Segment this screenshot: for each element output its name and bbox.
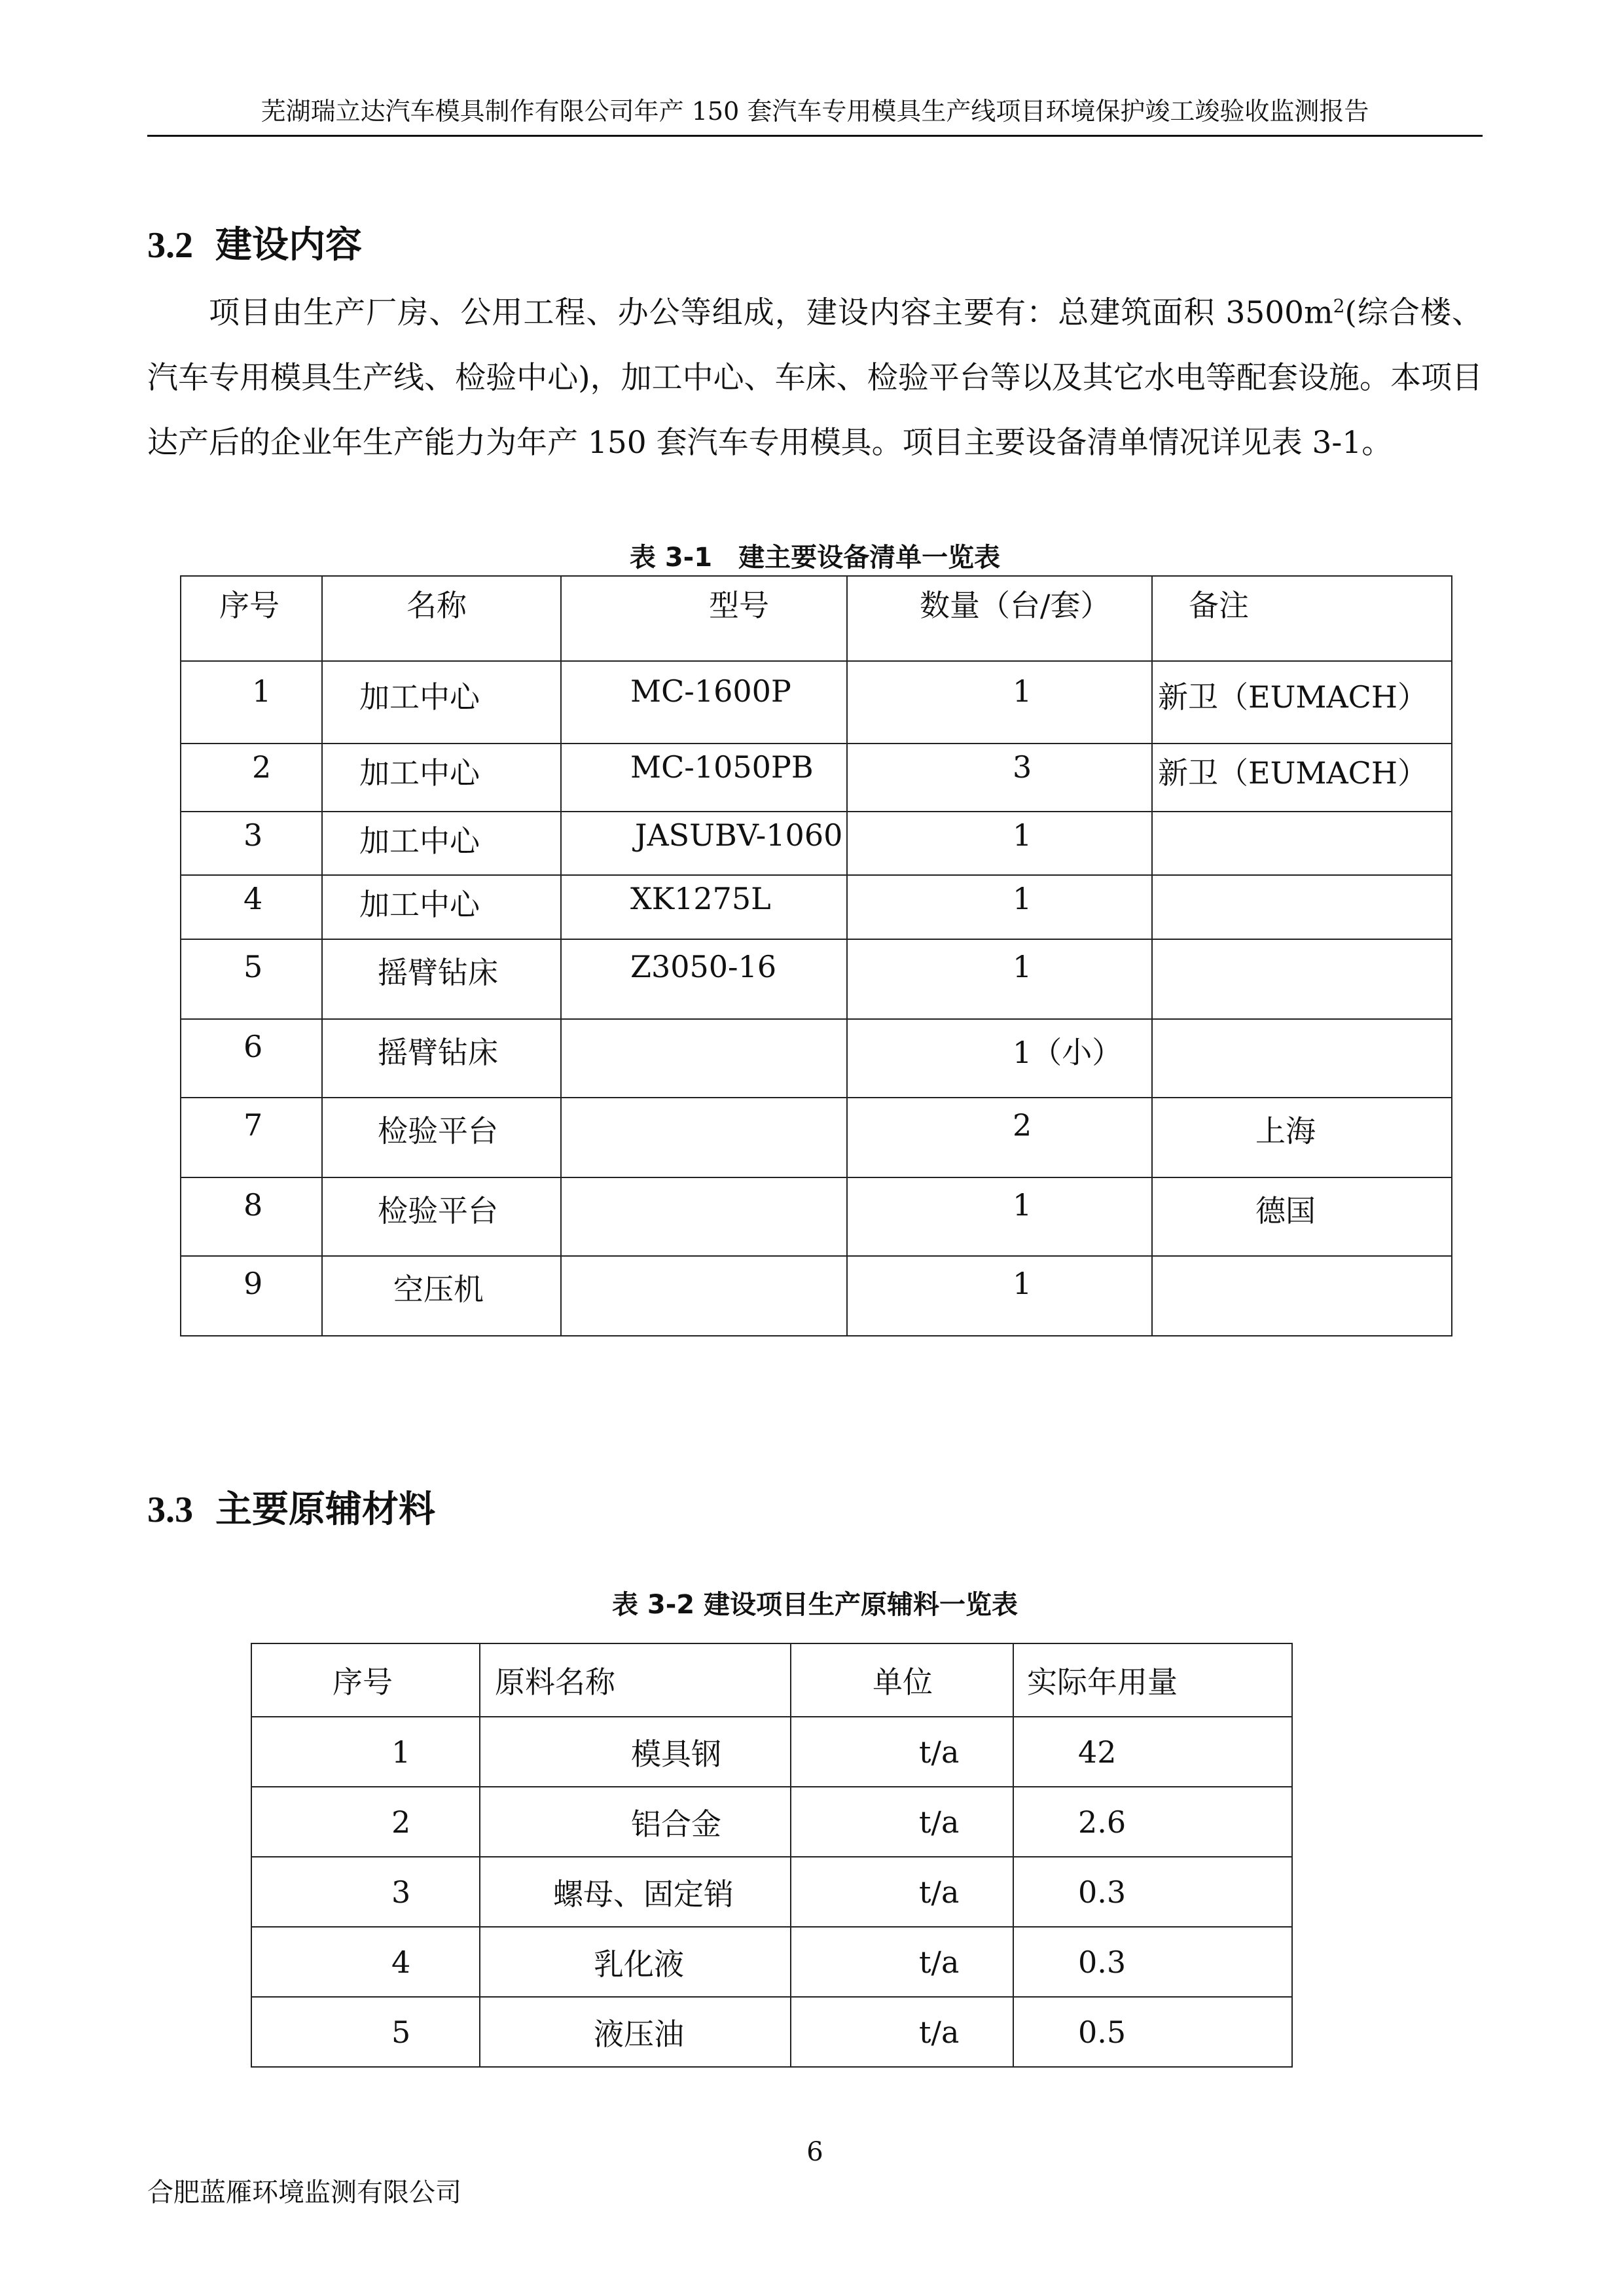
equipment-table — [180, 575, 1452, 1336]
cell-text — [1153, 812, 1451, 817]
header-text: 备注 — [1189, 588, 1249, 623]
cell-text: 1 — [1013, 1187, 1032, 1223]
table-cell — [322, 1177, 561, 1256]
cell-text: 1 — [391, 1734, 411, 1770]
table-cell — [322, 1256, 561, 1336]
table-row — [181, 744, 1452, 812]
table-cell — [251, 1997, 480, 2067]
footer-company: 合肥蓝雁环境监测有限公司 — [147, 2178, 461, 2208]
cell-text — [1153, 1020, 1451, 1025]
cell-text: 4 — [391, 1944, 411, 1980]
table-cell — [322, 1019, 561, 1098]
section-title-3-3 — [147, 1480, 435, 1533]
table-cell — [847, 1177, 1152, 1256]
cell-text: 德国 — [1255, 1193, 1316, 1229]
cell-text: XK1275L — [630, 881, 771, 916]
table-cell — [480, 1927, 791, 1997]
cell-text: 2 — [252, 749, 272, 785]
cell-text: 1 — [1013, 949, 1032, 984]
header-cell — [251, 1643, 480, 1717]
table-cell — [847, 661, 1152, 744]
cell-text: 1 — [1013, 881, 1032, 916]
cell-text: 1 — [1013, 1266, 1032, 1301]
section-title-3-2 — [147, 216, 362, 268]
cell-text: 5 — [243, 949, 263, 984]
table-cell — [847, 1256, 1152, 1336]
cell-text: t/a — [919, 1944, 960, 1980]
cell-text — [1153, 1257, 1451, 1262]
cell-text — [562, 1020, 846, 1025]
cell-text: 模具钢 — [631, 1736, 721, 1772]
cell-text: t/a — [919, 1804, 960, 1840]
cell-text: 1 — [1013, 673, 1032, 709]
cell-text: 2 — [1013, 1107, 1032, 1143]
paragraph-construction — [147, 274, 1483, 475]
cell-text: 乳化液 — [594, 1946, 684, 1982]
table-row — [251, 1857, 1292, 1927]
table-cell — [181, 875, 322, 939]
table-cell — [561, 1256, 847, 1336]
table-cell — [1013, 1787, 1292, 1857]
cell-text: 检验平台 — [378, 1113, 498, 1149]
header-text: 序号 — [333, 1664, 393, 1700]
page-header: 芜湖瑞立达汽车模具制作有限公司年产 150 套汽车专用模具生产线项目环境保护竣工竣验收监测报告 — [147, 92, 1483, 137]
cell-text: 0.3 — [1078, 1874, 1126, 1910]
table-cell — [251, 1787, 480, 1857]
section-number: 3.2 — [147, 225, 193, 266]
page-number: 6 — [806, 2137, 823, 2167]
table-cell — [561, 875, 847, 939]
cell-text: 摇臂钻床 — [378, 1035, 498, 1070]
table-cell — [480, 1857, 791, 1927]
table-cell — [181, 1177, 322, 1256]
table-cell — [181, 1019, 322, 1098]
cell-text: 7 — [243, 1107, 263, 1143]
header-text: 名称 — [406, 588, 467, 623]
cell-text: 3 — [1013, 749, 1032, 785]
table-cell — [480, 1997, 791, 2067]
table-cell — [847, 1098, 1152, 1177]
header-cell — [847, 576, 1152, 661]
table-cell — [1152, 1098, 1452, 1177]
header-cell — [480, 1643, 791, 1717]
materials-table — [251, 1643, 1293, 2068]
cell-text: t/a — [919, 1734, 960, 1770]
table-row — [251, 1997, 1292, 2067]
table-cell — [1152, 744, 1452, 812]
header-cell — [181, 576, 322, 661]
table-row — [251, 1717, 1292, 1787]
table-cell — [322, 744, 561, 812]
table-cell — [561, 661, 847, 744]
table-cell — [1152, 1019, 1452, 1098]
cell-text: 螺母、固定销 — [553, 1876, 734, 1912]
table-cell — [251, 1717, 480, 1787]
cell-text: 8 — [243, 1187, 263, 1223]
section-heading: 主要原辅材料 — [215, 1488, 435, 1531]
header-cell — [322, 576, 561, 661]
table-row — [251, 1787, 1292, 1857]
table-cell — [322, 875, 561, 939]
table-cell — [561, 744, 847, 812]
table-cell — [791, 1997, 1013, 2067]
table-cell — [480, 1717, 791, 1787]
cell-text: 加工中心 — [359, 823, 480, 859]
table-cell — [561, 1177, 847, 1256]
table-cell — [847, 1019, 1152, 1098]
paragraph-superscript: 2 — [1333, 295, 1345, 317]
table-header-row — [181, 576, 1452, 661]
cell-text: 1 — [252, 673, 272, 709]
table-cell — [322, 812, 561, 875]
cell-text: 3 — [391, 1874, 411, 1910]
cell-text: 4 — [243, 881, 263, 916]
table-cell — [561, 812, 847, 875]
table-cell — [251, 1857, 480, 1927]
cell-text: 9 — [243, 1266, 263, 1301]
cell-text: t/a — [919, 2014, 960, 2050]
table-cell — [251, 1927, 480, 1997]
cell-text: JASUBV-1060 — [635, 817, 843, 853]
cell-text: 加工中心 — [359, 887, 480, 922]
cell-text: 新卫（EUMACH） — [1158, 679, 1428, 715]
paragraph-text-a: 项目由生产厂房、公用工程、办公等组成，建设内容主要有：总建筑面积 3500m — [209, 295, 1333, 331]
header-text: 数量（台/套） — [920, 588, 1111, 623]
table-cell — [322, 939, 561, 1019]
table-row — [251, 1927, 1292, 1997]
table-cell — [181, 1098, 322, 1177]
table-cell — [322, 1098, 561, 1177]
table-caption-3-2: 表 3-2 建设项目生产原辅料一览表 — [611, 1590, 1018, 1620]
section-heading: 建设内容 — [215, 224, 362, 266]
cell-text: 检验平台 — [378, 1193, 498, 1229]
header-text: 型号 — [709, 588, 769, 623]
table-row — [181, 1019, 1452, 1098]
header-cell — [1152, 576, 1452, 661]
table-cell — [791, 1787, 1013, 1857]
cell-text: Z3050-16 — [630, 949, 777, 984]
cell-text: 新卫（EUMACH） — [1158, 755, 1428, 791]
cell-text: 加工中心 — [359, 755, 480, 791]
cell-text: 液压油 — [594, 2016, 684, 2052]
cell-text — [562, 1257, 846, 1262]
table-cell — [1152, 939, 1452, 1019]
header-cell — [791, 1643, 1013, 1717]
cell-text — [1153, 876, 1451, 881]
cell-text: 42 — [1078, 1734, 1117, 1770]
table-cell — [791, 1717, 1013, 1787]
table-row — [181, 1256, 1452, 1336]
table-cell — [847, 744, 1152, 812]
table-cell — [561, 1019, 847, 1098]
cell-text: 0.5 — [1078, 2014, 1126, 2050]
table-cell — [847, 939, 1152, 1019]
cell-text: 加工中心 — [359, 679, 480, 715]
header-text: 原料名称 — [495, 1664, 615, 1700]
cell-text: MC-1600P — [630, 673, 791, 709]
table-cell — [1152, 1177, 1452, 1256]
table-row — [181, 661, 1452, 744]
cell-text: 5 — [391, 2014, 411, 2050]
table-cell — [1152, 812, 1452, 875]
table-cell — [1152, 661, 1452, 744]
cell-text: 0.3 — [1078, 1944, 1126, 1980]
table-cell — [1013, 1717, 1292, 1787]
cell-text — [562, 1098, 846, 1103]
table-row — [181, 875, 1452, 939]
table-cell — [1013, 1927, 1292, 1997]
table-caption-3-1: 表 3-1 建主要设备清单一览表 — [629, 543, 1001, 573]
cell-text — [562, 1178, 846, 1183]
table-cell — [322, 661, 561, 744]
table-cell — [181, 812, 322, 875]
table-row — [181, 812, 1452, 875]
cell-text: 铝合金 — [631, 1806, 721, 1842]
section-number: 3.3 — [147, 1490, 193, 1530]
table-cell — [480, 1787, 791, 1857]
cell-text: 1 — [1013, 817, 1032, 853]
table-cell — [791, 1927, 1013, 1997]
table-cell — [181, 939, 322, 1019]
table-cell — [561, 939, 847, 1019]
cell-text — [1153, 940, 1451, 945]
table-cell — [181, 744, 322, 812]
table-cell — [847, 812, 1152, 875]
table-row — [181, 1177, 1452, 1256]
cell-text: 摇臂钻床 — [378, 955, 498, 990]
cell-text: 空压机 — [393, 1272, 484, 1307]
table-cell — [561, 1098, 847, 1177]
cell-text: t/a — [919, 1874, 960, 1910]
table-row — [181, 1098, 1452, 1177]
table-cell — [1152, 1256, 1452, 1336]
cell-text: 2.6 — [1078, 1804, 1126, 1840]
header-text: 实际年用量 — [1027, 1664, 1178, 1700]
paragraph-text-b: (综合楼、汽车专用模具生产线、检验中心)，加工中心、车床、检验平台等以及其它水电等配套设施。本项目达产后的企业年生产能力为年产 150 套汽车专用模具。项目主要设备清单情况详见表 3-1。 — [147, 295, 1483, 461]
cell-text: 6 — [243, 1029, 263, 1064]
cell-text: 2 — [391, 1804, 411, 1840]
header-cell — [1013, 1643, 1292, 1717]
table-header-row — [251, 1643, 1292, 1717]
cell-text: 3 — [243, 817, 263, 853]
table-cell — [1013, 1857, 1292, 1927]
table-cell — [1013, 1997, 1292, 2067]
cell-text: 1（小） — [1013, 1035, 1123, 1070]
cell-text: 上海 — [1255, 1113, 1316, 1149]
header-text: 单位 — [873, 1664, 933, 1700]
table-cell — [181, 1256, 322, 1336]
table-cell — [181, 661, 322, 744]
table-row — [181, 939, 1452, 1019]
header-text: 序号 — [219, 588, 279, 623]
header-cell — [561, 576, 847, 661]
table-cell — [791, 1857, 1013, 1927]
table-cell — [1152, 875, 1452, 939]
table-cell — [847, 875, 1152, 939]
cell-text: MC-1050PB — [630, 749, 814, 785]
